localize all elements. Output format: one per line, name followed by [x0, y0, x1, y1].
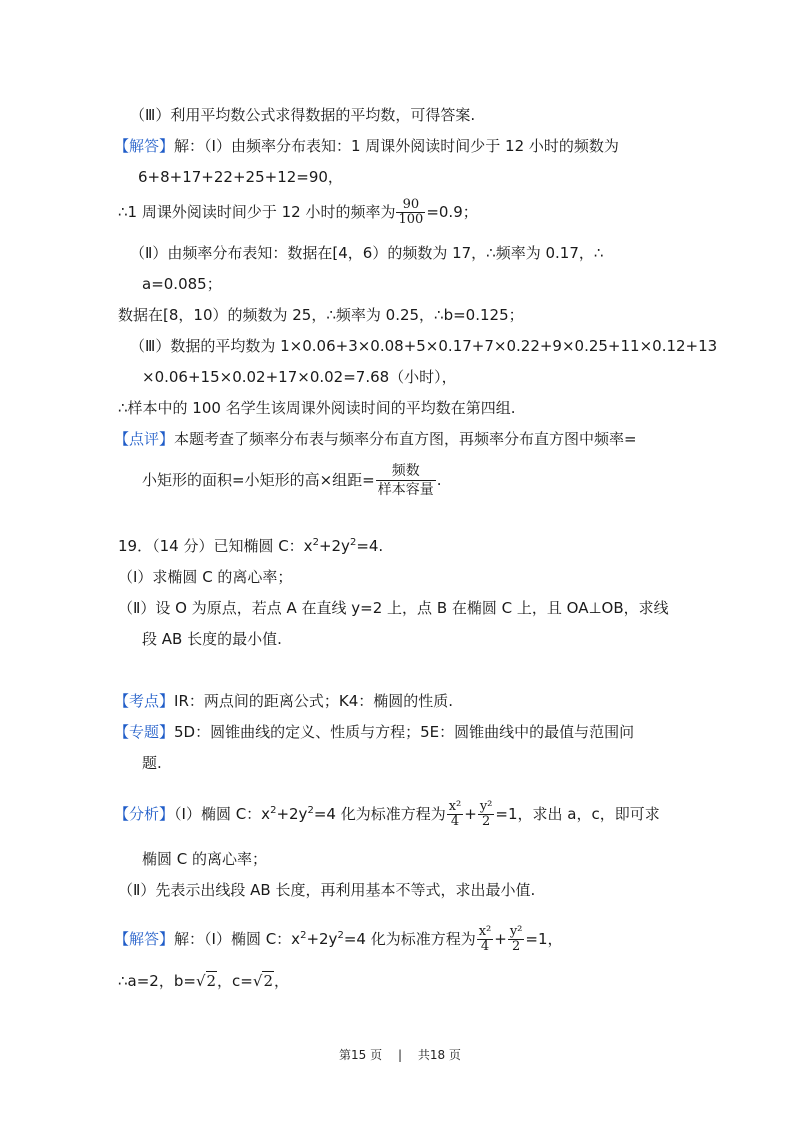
- problem-19-part2-cont: 段 AB 长度的最小值.: [142, 630, 282, 648]
- fraction-x2-4-b: $\frac{\text{x²}}{4}$: [478, 924, 492, 954]
- line-7: 数据在[8，10）的频数为 25，∴频率为 0.25，∴b=0.125；: [118, 306, 524, 324]
- fraction-90-100: $\frac{90}{100}$: [398, 197, 424, 227]
- fraction-x2-4: $\frac{\text{x²}}{4}$: [448, 799, 462, 829]
- line-5: （Ⅱ）由频率分布表知：数据在[4，6）的频数为 17，∴频率为 0.17，∴: [130, 244, 604, 262]
- line-8: （Ⅲ）数据的平均数为 1×0.06+3×0.08+5×0.17+7×0.22+9×0.25+11×0.12+13: [130, 337, 718, 355]
- analysis-part2: （Ⅱ）先表示出线段 AB 长度，再利用基本不等式，求出最小值.: [118, 881, 536, 899]
- solution2-line: 【解答】解：（Ⅰ）椭圆 C：$x^2+2y^2=4$ 化为标准方程为 $\frac{\text{x²}}{4}$ + $\frac{\text{y²}}{2}$ =1，: [114, 924, 563, 954]
- line-3: 6+8+17+22+25+12=90，: [138, 168, 343, 186]
- line-4: ∴1 周课外阅读时间少于 12 小时的频率为 $\frac{90}{100}$ =0.9；: [118, 197, 478, 227]
- page-number: 第15 页: [339, 1048, 383, 1062]
- sqrt-2-a: √2: [195, 972, 217, 990]
- comment-tag: 【点评】: [114, 430, 175, 448]
- solution-tag: 【解答】: [114, 137, 175, 155]
- line-10: ∴样本中的 100 名学生该周课外阅读时间的平均数在第四组.: [118, 399, 516, 417]
- topic-line: 【专题】5D：圆锥曲线的定义、性质与方程；5E：圆锥曲线中的最值与范围问: [114, 723, 635, 741]
- solution-line: 【解答】解：（Ⅰ）由频率分布表知：1 周课外阅读时间少于 12 小时的频数为: [114, 137, 619, 155]
- analysis-tag: 【分析】: [114, 805, 175, 823]
- analysis-line-cont: 椭圆 C 的离心率；: [142, 850, 268, 868]
- line-12: 小矩形的面积=小矩形的高×组距= $\frac{\text{频数}}{\text{样本容量}}$ .: [142, 463, 442, 498]
- keypoint-tag: 【考点】: [114, 692, 175, 710]
- analysis-line: 【分析】（Ⅰ）椭圆 C：$x^2+2y^2=4$ 化为标准方程为 $\frac{\text{x²}}{4}$ + $\frac{\text{y²}}{2}$ =1，求出 a，c，即可求: [114, 799, 660, 829]
- problem-19-part1: （Ⅰ）求椭圆 C 的离心率；: [118, 568, 293, 586]
- solution2-tag: 【解答】: [114, 930, 175, 948]
- problem-19-part2: （Ⅱ）设 O 为原点，若点 A 在直线 y=2 上，点 B 在椭圆 C 上，且 OA⊥OB，求线: [118, 599, 669, 617]
- fraction-y2-2-b: $\frac{\text{y²}}{2}$: [509, 924, 523, 954]
- sqrt-2-b: √2: [252, 972, 273, 990]
- topic-line-cont: 题.: [142, 754, 162, 772]
- fraction-frequency-sample: $\frac{\text{频数}}{\text{样本容量}}$: [377, 463, 434, 498]
- page-footer: [0, 1046, 800, 1063]
- line-6: a=0.085；: [142, 275, 222, 293]
- line-1: （Ⅲ）利用平均数公式求得数据的平均数，可得答案.: [130, 106, 476, 124]
- topic-tag: 【专题】: [114, 723, 175, 741]
- solution2-values: ∴a=2，b=√2，c=√2，: [118, 972, 289, 990]
- problem-19-title: 19．（14 分）已知椭圆 C：$x^2+2y^2=4$.: [118, 537, 384, 555]
- page-total: 共18 页: [417, 1048, 461, 1062]
- keypoint-line: 【考点】IR：两点间的距离公式；K4：椭圆的性质.: [114, 692, 454, 710]
- comment-line: 【点评】本题考查了频率分布表与频率分布直方图，再频率分布直方图中频率=: [114, 430, 637, 448]
- fraction-y2-2: $\frac{\text{y²}}{2}$: [479, 799, 493, 829]
- footer-separator: |: [397, 1048, 403, 1062]
- line-9: ×0.06+15×0.02+17×0.02=7.68（小时），: [142, 368, 457, 386]
